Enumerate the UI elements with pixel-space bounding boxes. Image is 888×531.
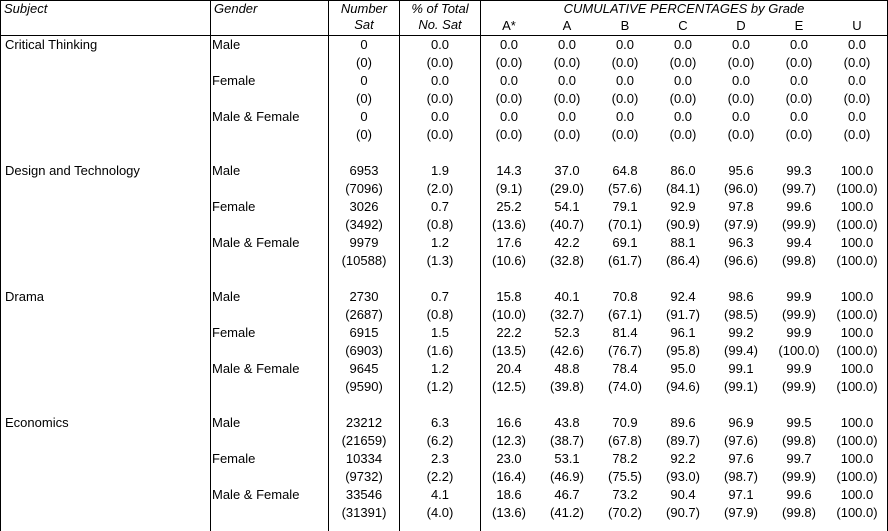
pct-total-cell: (1.3) <box>426 253 454 268</box>
grade-cell: 92.9 <box>670 199 696 214</box>
pct-total-cell: (0.8) <box>426 307 454 322</box>
grade-cell: (100.0) <box>836 343 878 358</box>
grade-cell: 100.0 <box>840 199 874 214</box>
number-sat-cell: 23212 <box>345 415 383 430</box>
grade-cell: 97.6 <box>728 451 754 466</box>
grade-cell: 0.0 <box>847 109 867 124</box>
grade-cell: 0.0 <box>557 109 577 124</box>
gender-label: Male & Female <box>212 361 300 376</box>
grade-cell: 99.6 <box>786 487 812 502</box>
grade-cell: (99.9) <box>782 217 816 232</box>
pct-total-cell: (2.2) <box>426 469 454 484</box>
grade-cell: (98.7) <box>724 469 758 484</box>
number-sat-cell: (31391) <box>341 505 387 520</box>
number-sat-cell: 3026 <box>349 199 379 214</box>
grade-cell: 100.0 <box>840 289 874 304</box>
grade-cell: (74.0) <box>608 379 642 394</box>
grade-cell: (0.0) <box>495 91 523 106</box>
grade-cell: 73.2 <box>612 487 638 502</box>
pct-total-cell: 0.7 <box>430 289 450 304</box>
number-sat-cell: 6915 <box>349 325 379 340</box>
grade-cell: 43.8 <box>554 415 580 430</box>
grade-cell: 0.0 <box>789 109 809 124</box>
header-cumulative: CUMULATIVE PERCENTAGES by Grade <box>563 1 805 16</box>
number-sat-cell: (6903) <box>345 343 383 358</box>
gender-label: Male <box>212 289 241 304</box>
grade-cell: 48.8 <box>554 361 580 376</box>
grade-cell: 92.2 <box>670 451 696 466</box>
header-subject: Subject <box>4 1 48 16</box>
grade-cell: 99.9 <box>786 289 812 304</box>
grade-cell: 53.1 <box>554 451 580 466</box>
grade-cell: (0.0) <box>785 91 813 106</box>
grade-cell: 0.0 <box>673 73 693 88</box>
grade-cell: 95.0 <box>670 361 696 376</box>
grade-cell: (0.0) <box>553 91 581 106</box>
number-sat-cell: (10588) <box>341 253 387 268</box>
grade-cell: (38.7) <box>550 433 584 448</box>
grade-cell: (100.0) <box>836 469 878 484</box>
grade-cell: 79.1 <box>612 199 638 214</box>
grade-cell: 25.2 <box>496 199 522 214</box>
grade-cell: 0.0 <box>499 109 519 124</box>
grade-cell: 100.0 <box>840 325 874 340</box>
grade-cell: (90.7) <box>666 505 700 520</box>
grade-cell: (40.7) <box>550 217 584 232</box>
grade-cell: (46.9) <box>550 469 584 484</box>
number-sat-cell: 0 <box>360 109 368 124</box>
pct-total-cell: (1.6) <box>426 343 454 358</box>
grade-cell: 0.0 <box>847 73 867 88</box>
subject-name: Design and Technology <box>5 163 140 178</box>
gender-label: Male & Female <box>212 235 300 250</box>
gender-label: Male <box>212 415 241 430</box>
grade-cell: (97.9) <box>724 217 758 232</box>
grade-header-3: C <box>678 18 688 33</box>
grade-cell: (76.7) <box>608 343 642 358</box>
grade-cell: 16.6 <box>496 415 522 430</box>
grade-cell: (90.9) <box>666 217 700 232</box>
number-sat-cell: (21659) <box>341 433 387 448</box>
number-sat-cell: 9979 <box>349 235 379 250</box>
number-sat-cell: 33546 <box>345 487 383 502</box>
grade-cell: (0.0) <box>785 127 813 142</box>
pct-total-cell: (0.0) <box>426 91 454 106</box>
grade-cell: 99.4 <box>786 235 812 250</box>
grade-cell: 37.0 <box>554 163 580 178</box>
grade-cell: 52.3 <box>554 325 580 340</box>
grade-cell: 98.6 <box>728 289 754 304</box>
grade-cell: (98.5) <box>724 307 758 322</box>
grade-cell: (41.2) <box>550 505 584 520</box>
grade-cell: 100.0 <box>840 235 874 250</box>
grade-cell: (32.8) <box>550 253 584 268</box>
grade-cell: 100.0 <box>840 361 874 376</box>
grade-cell: (91.7) <box>666 307 700 322</box>
pct-total-cell: 1.5 <box>430 325 450 340</box>
pct-total-cell: 4.1 <box>430 487 450 502</box>
grade-cell: 96.1 <box>670 325 696 340</box>
grade-cell: (32.7) <box>550 307 584 322</box>
grade-cell: (10.0) <box>492 307 526 322</box>
grade-cell: (96.6) <box>724 253 758 268</box>
number-sat-cell: (0) <box>356 55 372 70</box>
grade-cell: 95.6 <box>728 163 754 178</box>
grade-cell: (95.8) <box>666 343 700 358</box>
grade-cell: (13.6) <box>492 505 526 520</box>
grade-cell: 0.0 <box>557 73 577 88</box>
grade-cell: (57.6) <box>608 181 642 196</box>
grade-cell: 0.0 <box>731 109 751 124</box>
gender-label: Male <box>212 163 241 178</box>
grade-cell: (0.0) <box>669 91 697 106</box>
grade-cell: (97.6) <box>724 433 758 448</box>
grade-cell: 0.0 <box>499 73 519 88</box>
number-sat-cell: (9590) <box>345 379 383 394</box>
header-number-sat: Number <box>340 1 388 16</box>
grade-cell: 70.8 <box>612 289 638 304</box>
gender-label: Male & Female <box>212 487 300 502</box>
grade-cell: 99.1 <box>728 361 754 376</box>
pct-total-cell: 1.2 <box>430 361 450 376</box>
grade-cell: (84.1) <box>666 181 700 196</box>
header-gender: Gender <box>214 1 258 16</box>
grade-cell: 23.0 <box>496 451 522 466</box>
grade-cell: 0.0 <box>789 37 809 52</box>
grade-cell: 99.6 <box>786 199 812 214</box>
number-sat-cell: (3492) <box>345 217 383 232</box>
grade-cell: 0.0 <box>789 73 809 88</box>
grade-cell: 78.2 <box>612 451 638 466</box>
grade-cell: 100.0 <box>840 163 874 178</box>
grade-cell: 18.6 <box>496 487 522 502</box>
grade-cell: (100.0) <box>836 217 878 232</box>
pct-total-cell: (0.0) <box>426 127 454 142</box>
grade-cell: (16.4) <box>492 469 526 484</box>
grade-cell: 14.3 <box>496 163 522 178</box>
grade-cell: 81.4 <box>612 325 638 340</box>
grade-cell: (99.9) <box>782 379 816 394</box>
number-sat-cell: 6953 <box>349 163 379 178</box>
grade-cell: (75.5) <box>608 469 642 484</box>
grade-cell: (99.8) <box>782 505 816 520</box>
grade-cell: (0.0) <box>669 127 697 142</box>
grade-cell: (0.0) <box>843 91 871 106</box>
grade-cell: (99.8) <box>782 433 816 448</box>
pct-total-cell: (0.0) <box>426 55 454 70</box>
grade-cell: 99.7 <box>786 451 812 466</box>
grade-cell: 97.1 <box>728 487 754 502</box>
grade-cell: (0.0) <box>843 55 871 70</box>
grade-cell: 70.9 <box>612 415 638 430</box>
grade-cell: (94.6) <box>666 379 700 394</box>
grade-cell: (0.0) <box>611 91 639 106</box>
grade-cell: 97.8 <box>728 199 754 214</box>
grade-cell: (0.0) <box>495 127 523 142</box>
pct-total-cell: 2.3 <box>430 451 450 466</box>
grade-cell: 89.6 <box>670 415 696 430</box>
number-sat-cell: 0 <box>360 37 368 52</box>
grade-cell: (86.4) <box>666 253 700 268</box>
grade-cell: (0.0) <box>669 55 697 70</box>
pct-total-cell: (6.2) <box>426 433 454 448</box>
grade-cell: (13.5) <box>492 343 526 358</box>
grade-cell: (12.3) <box>492 433 526 448</box>
pct-total-cell: (2.0) <box>426 181 454 196</box>
grade-cell: (0.0) <box>553 127 581 142</box>
grade-cell: (99.7) <box>782 181 816 196</box>
grade-cell: (67.1) <box>608 307 642 322</box>
grade-cell: (100.0) <box>836 253 878 268</box>
grade-cell: 64.8 <box>612 163 638 178</box>
grade-cell: 100.0 <box>840 487 874 502</box>
grade-header-6: U <box>852 18 862 33</box>
grade-cell: 96.9 <box>728 415 754 430</box>
grade-cell: 0.0 <box>615 109 635 124</box>
gender-label: Female <box>212 199 256 214</box>
grade-cell: (61.7) <box>608 253 642 268</box>
grade-cell: (67.8) <box>608 433 642 448</box>
grade-cell: (0.0) <box>611 127 639 142</box>
subject-name: Economics <box>5 415 69 430</box>
grade-cell: 54.1 <box>554 199 580 214</box>
grade-cell: (0.0) <box>495 55 523 70</box>
number-sat-cell: 0 <box>360 73 368 88</box>
number-sat-cell: 2730 <box>349 289 379 304</box>
grade-cell: (93.0) <box>666 469 700 484</box>
grade-cell: 0.0 <box>673 109 693 124</box>
grade-cell: (97.9) <box>724 505 758 520</box>
grade-cell: 90.4 <box>670 487 696 502</box>
grade-cell: 69.1 <box>612 235 638 250</box>
grade-cell: 0.0 <box>847 37 867 52</box>
gender-label: Female <box>212 73 256 88</box>
grade-cell: 100.0 <box>840 415 874 430</box>
pct-total-cell: (0.8) <box>426 217 454 232</box>
number-sat-cell: 9645 <box>349 361 379 376</box>
grade-cell: (0.0) <box>727 91 755 106</box>
grade-cell: (100.0) <box>836 379 878 394</box>
grade-cell: 0.0 <box>557 37 577 52</box>
grade-cell: (39.8) <box>550 379 584 394</box>
grade-header-5: E <box>794 18 804 33</box>
subject-name: Drama <box>5 289 45 304</box>
pct-total-cell: 0.0 <box>430 73 450 88</box>
pct-total-cell: (1.2) <box>426 379 454 394</box>
grade-cell: (89.7) <box>666 433 700 448</box>
grade-cell: (10.6) <box>492 253 526 268</box>
grade-cell: (99.9) <box>782 469 816 484</box>
header-number-sat-2: Sat <box>354 17 374 32</box>
grade-header-0: A* <box>502 18 516 33</box>
grade-cell: 100.0 <box>840 451 874 466</box>
grade-header-4: D <box>736 18 746 33</box>
number-sat-cell: 10334 <box>345 451 383 466</box>
grade-cell: (99.4) <box>724 343 758 358</box>
grade-cell: (70.2) <box>608 505 642 520</box>
pct-total-cell: 0.7 <box>430 199 450 214</box>
grade-cell: (99.8) <box>782 253 816 268</box>
grade-cell: (100.0) <box>778 343 820 358</box>
grade-cell: 22.2 <box>496 325 522 340</box>
number-sat-cell: (0) <box>356 127 372 142</box>
grade-cell: (0.0) <box>727 127 755 142</box>
grade-header-2: B <box>620 18 630 33</box>
grade-cell: 96.3 <box>728 235 754 250</box>
number-sat-cell: (9732) <box>345 469 383 484</box>
number-sat-cell: (2687) <box>345 307 383 322</box>
pct-total-cell: (4.0) <box>426 505 454 520</box>
grade-cell: (13.6) <box>492 217 526 232</box>
grade-cell: 46.7 <box>554 487 580 502</box>
grade-cell: 0.0 <box>731 73 751 88</box>
grade-cell: 20.4 <box>496 361 522 376</box>
grade-header-1: A <box>562 18 572 33</box>
grade-cell: 99.9 <box>786 325 812 340</box>
grade-cell: (100.0) <box>836 181 878 196</box>
pct-total-cell: 1.9 <box>430 163 450 178</box>
grade-cell: (100.0) <box>836 307 878 322</box>
grade-cell: 99.9 <box>786 361 812 376</box>
grade-cell: 0.0 <box>499 37 519 52</box>
grade-cell: (100.0) <box>836 433 878 448</box>
col-divider <box>210 0 211 531</box>
grade-cell: 86.0 <box>670 163 696 178</box>
gender-label: Male & Female <box>212 109 300 124</box>
grade-cell: (12.5) <box>492 379 526 394</box>
grade-cell: 42.2 <box>554 235 580 250</box>
grade-cell: (42.6) <box>550 343 584 358</box>
number-sat-cell: (0) <box>356 91 372 106</box>
grade-cell: 99.5 <box>786 415 812 430</box>
header-pct-total-2: No. Sat <box>418 17 462 32</box>
grade-cell: 78.4 <box>612 361 638 376</box>
grade-cell: 15.8 <box>496 289 522 304</box>
grade-cell: (9.1) <box>495 181 523 196</box>
grade-cell: (0.0) <box>727 55 755 70</box>
pct-total-cell: 1.2 <box>430 235 450 250</box>
grade-cell: (96.0) <box>724 181 758 196</box>
grade-cell: (99.1) <box>724 379 758 394</box>
grade-cell: 40.1 <box>554 289 580 304</box>
header-pct-total: % of Total <box>411 1 469 16</box>
gender-label: Female <box>212 451 256 466</box>
grade-cell: (0.0) <box>785 55 813 70</box>
grade-cell: (70.1) <box>608 217 642 232</box>
grade-cell: 0.0 <box>673 37 693 52</box>
number-sat-cell: (7096) <box>345 181 383 196</box>
grade-cell: 17.6 <box>496 235 522 250</box>
grade-cell: 88.1 <box>670 235 696 250</box>
grade-cell: (99.9) <box>782 307 816 322</box>
grade-cell: (0.0) <box>553 55 581 70</box>
grade-cell: 92.4 <box>670 289 696 304</box>
grade-cell: 0.0 <box>731 37 751 52</box>
grade-cell: 99.3 <box>786 163 812 178</box>
gender-label: Female <box>212 325 256 340</box>
grade-cell: (29.0) <box>550 181 584 196</box>
grade-cell: 0.0 <box>615 73 635 88</box>
subject-name: Critical Thinking <box>5 37 98 52</box>
grade-cell: (0.0) <box>611 55 639 70</box>
gender-label: Male <box>212 37 241 52</box>
grade-cell: 99.2 <box>728 325 754 340</box>
grade-cell: 0.0 <box>615 37 635 52</box>
pct-total-cell: 0.0 <box>430 109 450 124</box>
grade-cell: (100.0) <box>836 505 878 520</box>
grade-cell: (0.0) <box>843 127 871 142</box>
pct-total-cell: 6.3 <box>430 415 450 430</box>
pct-total-cell: 0.0 <box>430 37 450 52</box>
